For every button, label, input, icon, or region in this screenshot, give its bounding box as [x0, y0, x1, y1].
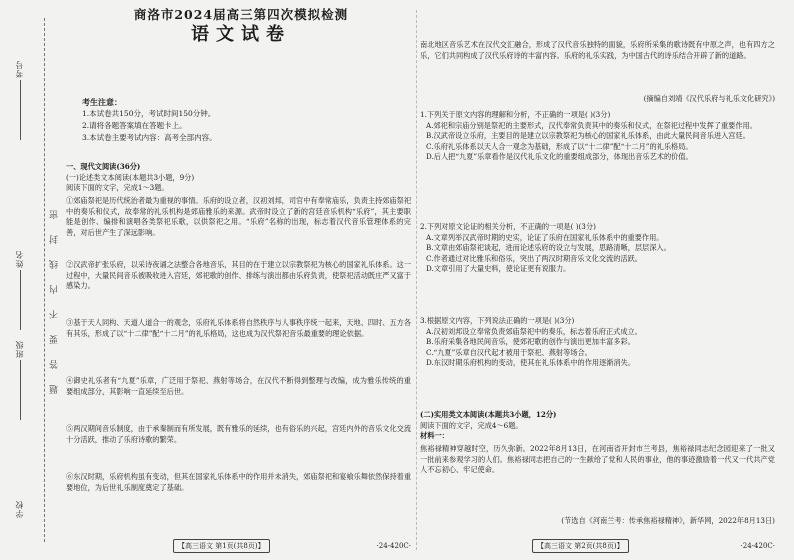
paragraph-6: ⑥东汉时期，乐府机构虽有变动，但其在国家礼乐体系中的作用并未消失，郊庙祭祀和宴飨乐舞依然保持着重要地位，为后世礼乐制度奠定了基础。: [66, 472, 412, 492]
seal-char: 封: [50, 225, 60, 244]
option-b: B.文章由郊庙祭祀谈起，进而论述乐府的设立与发展，思路清晰，层层深入。: [426, 243, 671, 253]
instructions: 阅读下面的文字，完成1～3题。: [66, 183, 169, 193]
paragraph-continued: 南北地区音乐艺术在汉代交汇融合，形成了汉代音乐独特的面貌，乐府所采集的歌诗既有中原之声，也有四方之乐，它们共同构成了汉代乐府诗的丰富内容。乐府的礼乐实践，为中国古代的诗乐结合开辟了新的道路。: [420, 40, 775, 60]
material-label: 材料一：: [420, 431, 449, 441]
option-a: A.郊祀和宗庙分别是祭祀的主要形式，汉代奉常负责其中的奏乐和仪式，在祭祀过程中发挥了重要作用。: [426, 120, 757, 130]
margin-blank-line: [20, 270, 21, 330]
question-1: [420, 110, 775, 163]
margin-label-exam-no: 考号: [15, 60, 24, 78]
question-stem: 1.下列关于原文内容的理解和分析，不正确的一项是( )(3分): [420, 110, 611, 119]
question-3: [420, 316, 775, 369]
margin-label-name: 姓名: [15, 250, 24, 268]
notice-item: 1.本试卷共150分，考试时间150分钟。: [82, 109, 216, 118]
margin-blank-line: [20, 360, 21, 420]
option-c: C.乐府礼乐体系以天人合一观念为基础，形成了以“十二律”配“十二月”的礼乐格局。: [426, 141, 693, 151]
seal-char: 线: [50, 250, 60, 269]
page-number: 【高三语文 第1页(共8页)】: [173, 539, 270, 553]
material-paragraph: 焦裕禄精神穿越时空，历久弥新。2022年8月13日，在河南省开封市兰考县，焦裕禄同志纪念园迎来了一批又一批前来参观学习的人们。焦裕禄同志把自己的一生献给了党和人民的事业，他的事迹激励着一代又一代共产党人不忘初心、牢记使命。: [420, 444, 775, 475]
seal-char: 密: [50, 200, 60, 219]
paragraph-5: ⑤两汉期间音乐制度，由于承秦制而有所发展，既有雅乐的延续，也有俗乐的兴起，宫廷内外的音乐文化交流十分活跃，推动了乐府诗歌的繁荣。: [66, 424, 412, 444]
paper-code: ·24-420C·: [376, 542, 411, 550]
section1-title: 一、现代文阅读(36分): [66, 162, 141, 171]
seal-char: 要: [50, 325, 60, 344]
seal-char: 不: [50, 300, 60, 319]
option-c: C.作者通过对比雅乐和俗乐，突出了两汉时期音乐文化交流的活跃。: [426, 253, 642, 263]
option-a: A.文章列举汉武帝时期的史实，论证了乐府在国家礼乐体系中的重要作用。: [426, 232, 664, 242]
subsection2-title: (二)实用类文本阅读(本题共3小题，12分): [420, 410, 557, 419]
margin-label-school: 学校: [15, 500, 24, 518]
notice-heading: 考生注意：: [82, 97, 122, 107]
question-2: [420, 222, 775, 275]
section-2-heading: [420, 410, 775, 442]
cut-line: [44, 18, 45, 542]
instructions: 阅读下面的文字，完成4～6题。: [420, 420, 523, 430]
subject-title: 语文试卷: [191, 24, 291, 45]
paragraph-2: ②汉武帝扩张乐府，以采诗夜诵之法整合各地音乐，其目的在于建立以宗教祭祀为核心的国家礼乐体系。这一过程中，大量民间音乐被吸收进入宫廷，郊祀歌的创作、排练与演出都由乐府负责，使祭祀活动既庄严又富于感染力。: [66, 260, 412, 291]
exam-title: 商洛市2024届高三第四次模拟检测: [133, 7, 349, 22]
margin-blank-line: [20, 80, 21, 140]
option-c: C.“九夏”乐章自汉代起才被用于祭祀、燕射等场合。: [426, 347, 592, 357]
seal-char: 题: [50, 375, 60, 394]
option-b: B.乐府采集各地民间音乐，使郊祀歌的创作与演出更加丰富多彩。: [426, 337, 635, 347]
column-divider: [416, 10, 417, 550]
material-source: (节选自《河南兰考：传承焦裕禄精神》，新华网，2022年8月13日): [561, 516, 775, 525]
option-d: D.后人把“九夏”乐章看作是汉代礼乐文化的重要组成部分，体现出音乐艺术的价值。: [426, 152, 693, 162]
notice-item: 3.本试卷主要考试内容：高考全部内容。: [82, 133, 217, 142]
paragraph-4: ④御史礼乐者有“九夏”乐章，广泛用于祭祀、燕射等场合，在汉代不断得到整理与改编，成为雅乐传统的重要组成部分，其影响一直延续至后世。: [66, 376, 411, 396]
right-footer: [420, 540, 775, 552]
paragraph-1: ①郊庙祭祀是历代统治者最为重视的事情。乐府的设立者，汉初刘邦，司官中有奉常庙乐，负责主持郊庙祭祀中的奏乐和仪式，故奉常的礼乐机构是郊庙雅乐的来源。武帝时设立了新的宫廷音乐机构“乐府”，其主要职能是创作、编排和演唱各类祭祀乐歌，以供祭祀之用。“乐府”名称的出现，标志着汉代音乐管理体系的完善，对后世产生了深远影响。: [66, 196, 412, 237]
question-stem: 2.下列对原文论证的相关分析，不正确的一项是( )(3分): [420, 222, 596, 231]
binding-margin: [0, 0, 66, 560]
page-number: 【高三语文 第2页(共8页)】: [532, 539, 629, 553]
question-stem: 3.根据原文内容，下列说法正确的一项是( )(3分): [420, 316, 575, 325]
left-footer: [66, 540, 411, 552]
option-b: B.汉武帝设立乐府，主要目的是建立以宗教祭祀为核心的国家礼乐体系，由此大量民间音乐进入宫廷。: [426, 131, 750, 141]
option-d: D.文章引用了大量史料，使论证更有说服力。: [426, 264, 571, 274]
source-note: (摘编自刘靖《汉代乐府与礼乐文化研究》): [643, 94, 775, 103]
margin-label-class: 班级: [15, 340, 24, 358]
left-column: [66, 0, 414, 560]
seal-char: 内: [50, 275, 60, 294]
notice-box: [82, 96, 402, 144]
option-d: D.东汉时期乐府机构的变动，使其在礼乐体系中的作用逐渐消失。: [426, 358, 636, 368]
paragraph-3: ③基于天人同构、天道人道合一的观念，乐府礼乐体系将自然秩序与人事秩序统一起来，天地、四时、五方各有其乐，形成了以“十二律”配“十二月”的礼乐格局，这也成为汉代祭祀音乐最重要的理论依据。: [66, 318, 412, 338]
seal-char: 答: [50, 350, 60, 369]
subsection1-title: (一)论述类文本阅读(本题共3小题，9分): [66, 172, 195, 182]
paper-code: ·24-420C·: [740, 542, 775, 550]
notice-item: 2.请将各题答案填在答题卡上。: [82, 121, 187, 130]
section-heading: [66, 162, 411, 194]
right-column: [420, 0, 780, 560]
option-a: A.汉初刘邦设立奉常负责郊庙祭祀中的奏乐，标志着乐府正式成立。: [426, 326, 642, 336]
